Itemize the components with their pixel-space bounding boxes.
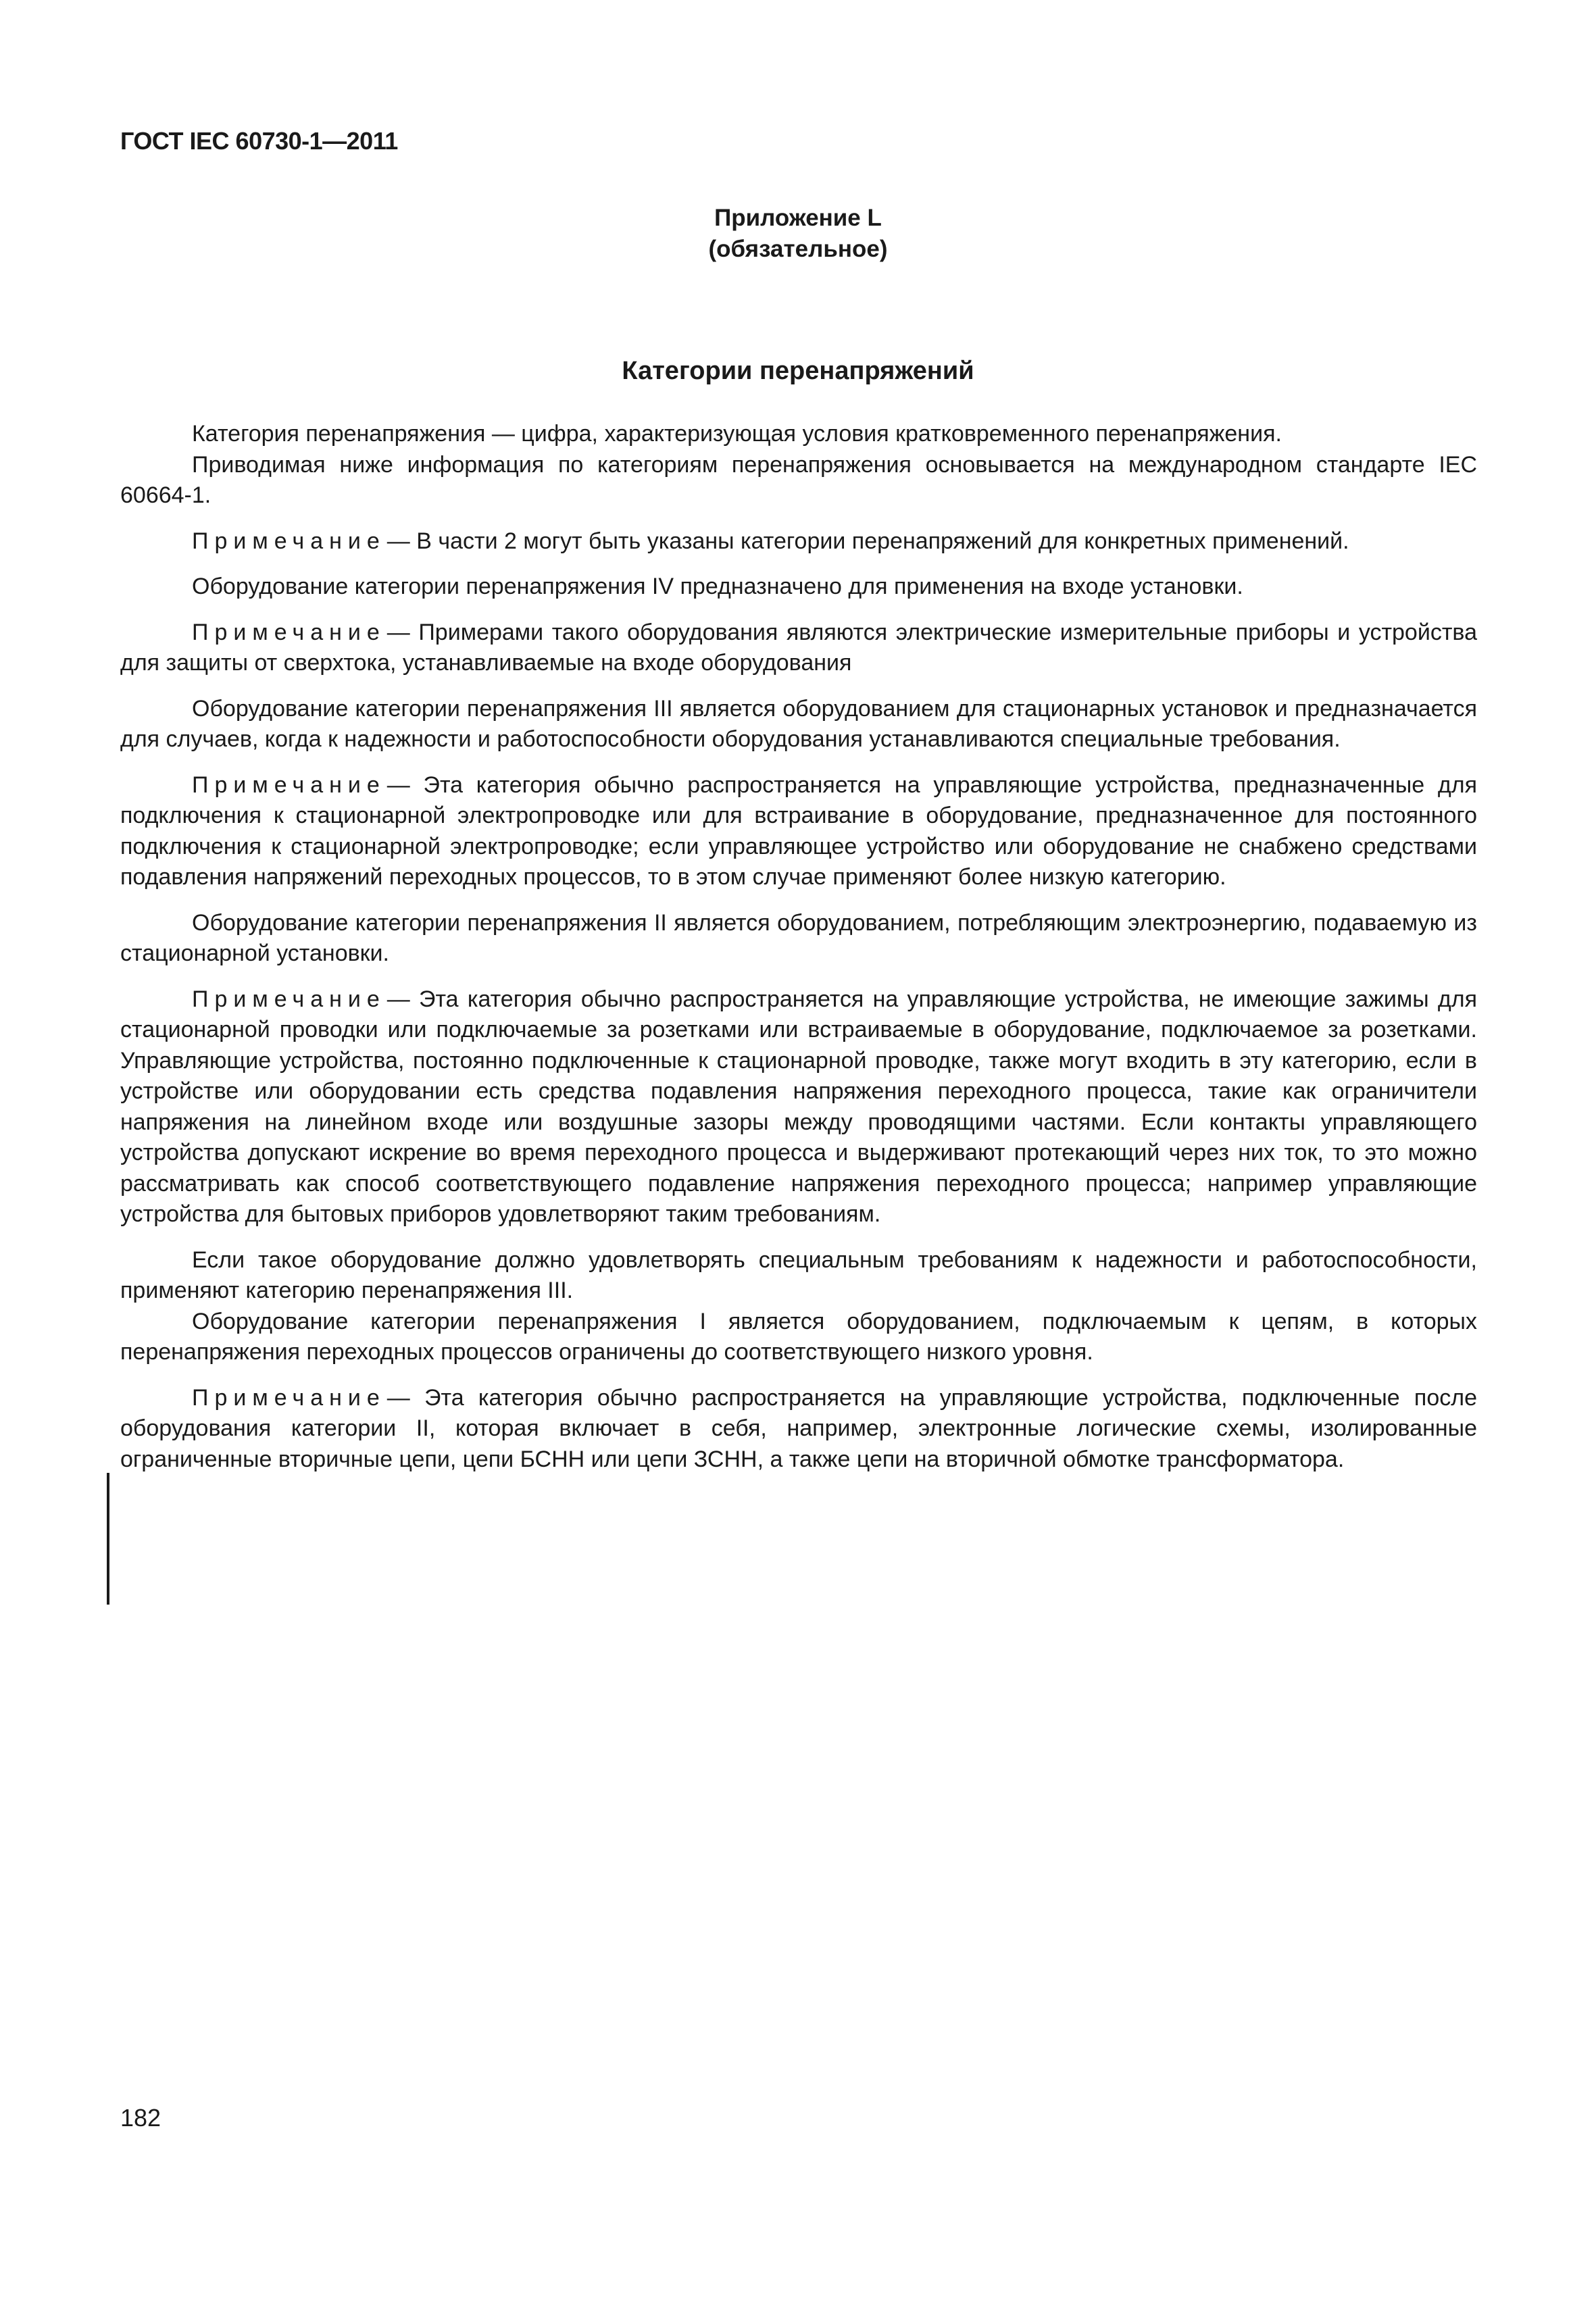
note-text: В части 2 могут быть указаны категории перенапряжений для конкретных применений. <box>409 528 1349 554</box>
revision-change-bar <box>107 1473 109 1605</box>
document-standard-header: ГОСТ IEC 60730-1—2011 <box>120 127 398 155</box>
note-text: Эта категория обычно распространяется на управляющие устройства, подключенные после оборудования категории II, которая включает в себя, например, электронные логические схемы, изолированные ограниченные вторичные цепи, цепи БСНН или цепи ЗСНН, а также цепи на вторичной обмотке трансформатора. <box>120 1384 1477 1472</box>
paragraph: Оборудование категории перенапряжения II является оборудованием, потребляющим электроэнергию, подаваемую из стационарной установки. <box>120 909 1477 966</box>
note-text: Примерами такого оборудования являются электрические измерительные приборы и устройства для защиты от сверхтока, устанавливаемые на входе оборудования <box>120 619 1477 676</box>
note-label: Примечание <box>192 1384 386 1411</box>
note-label: Примечание <box>192 619 386 645</box>
section-title: Категории перенапряжений <box>622 357 974 385</box>
annex-heading <box>0 203 1596 265</box>
paragraph: Если такое оборудование должно удовлетворять специальным требованиям к надежности и работоспособности, применяют категорию перенапряжения III. <box>120 1247 1477 1303</box>
note: Примечание— Эта категория обычно распространяется на управляющие устройства, предназначенные для подключения к стационарной электропроводке или для встраивание в оборудование, предназначенное для постоянного подключения к стационарной электропроводке; если управляющее устройство или оборудование не снабжено средствами подавления напряжений переходных процессов, то в этом случае применяют более низкую категорию. <box>120 772 1477 890</box>
annex-status: (обязательное) <box>708 236 888 262</box>
note-text: Эта категория обычно распространяется на управляющие устройства, предназначенные для подключения к стационарной электропроводке или для встраивание в оборудование, предназначенное для постоянного подключения к стационарной электропроводке; если управляющее устройство или оборудование не снабжено средствами подавления напряжений переходных процессов, то в этом случае применяют более низкую категорию. <box>120 772 1477 890</box>
document-body <box>120 419 1477 1475</box>
annex-title: Приложение L <box>714 205 882 231</box>
note: Примечание— Эта категория обычно распространяется на управляющие устройства, подключенные после оборудования категории II, которая включает в себя, например, электронные логические схемы, изолированные ограниченные вторичные цепи, цепи БСНН или цепи ЗСНН, а также цепи на вторичной обмотке трансформатора. <box>120 1384 1477 1472</box>
note: Примечание— В части 2 могут быть указаны категории перенапряжений для конкретных применений. <box>192 528 1349 554</box>
paragraph: Категория перенапряжения — цифра, характеризующая условия кратковременного перенапряжения. <box>192 421 1282 447</box>
paragraph: Приводимая ниже информация по категориям перенапряжения основывается на международном стандарте IEC 60664-1. <box>120 451 1477 508</box>
paragraph: Оборудование категории перенапряжения IV предназначено для применения на входе установки. <box>192 574 1243 599</box>
paragraph: Оборудование категории перенапряжения I является оборудованием, подключаемым к цепям, в которых перенапряжения переходных процессов ограничены до соответствующего низкого уровня. <box>120 1308 1477 1365</box>
paragraph: Оборудование категории перенапряжения III является оборудованием для стационарных установок и предназначается для случаев, когда к надежности и работоспособности оборудования устанавливаются специальные требования. <box>120 695 1477 752</box>
note: Примечание— Примерами такого оборудования являются электрические измерительные приборы и устройства для защиты от сверхтока, устанавливаемые на входе оборудования <box>120 619 1477 676</box>
note-text: Эта категория обычно распространяется на управляющие устройства, не имеющие зажимы для стационарной проводки или подключаемые за розетками или встраиваемые в оборудование, подключаемое за розетками. Управляющие устройства, постоянно подключенные к стационарной проводке, также могут входить в эту категорию, если в устройстве или оборудовании есть средства подавления напряжения переходного процесса, такие как ограничители напряжения на линейном входе или воздушные зазоры между проводящими частями. Если контакты управляющего устройства допускают искрение во время переходного процесса и выдерживают протекающий через них ток, то это можно рассматривать как способ соответствующего подавление напряжения переходного процесса; например управляющие устройства для бытовых приборов удовлетворяют таким требованиям. <box>120 986 1477 1227</box>
page-number: 182 <box>120 2104 161 2132</box>
note: Примечание— Эта категория обычно распространяется на управляющие устройства, не имеющие зажимы для стационарной проводки или подключаемые за розетками или встраиваемые в оборудование, подключаемое за розетками. Управляющие устройства, постоянно подключенные к стационарной проводке, также могут входить в эту категорию, если в устройстве или оборудовании есть средства подавления напряжения переходного процесса, такие как ограничители напряжения на линейном входе или воздушные зазоры между проводящими частями. Если контакты управляющего устройства допускают искрение во время переходного процесса и выдерживают протекающий через них ток, то это можно рассматривать как способ соответствующего подавление напряжения переходного процесса; например управляющие устройства для бытовых приборов удовлетворяют таким требованиям. <box>120 986 1477 1227</box>
note-label: Примечание <box>192 986 386 1012</box>
note-label: Примечание <box>192 772 386 798</box>
note-label: Примечание <box>192 528 386 554</box>
